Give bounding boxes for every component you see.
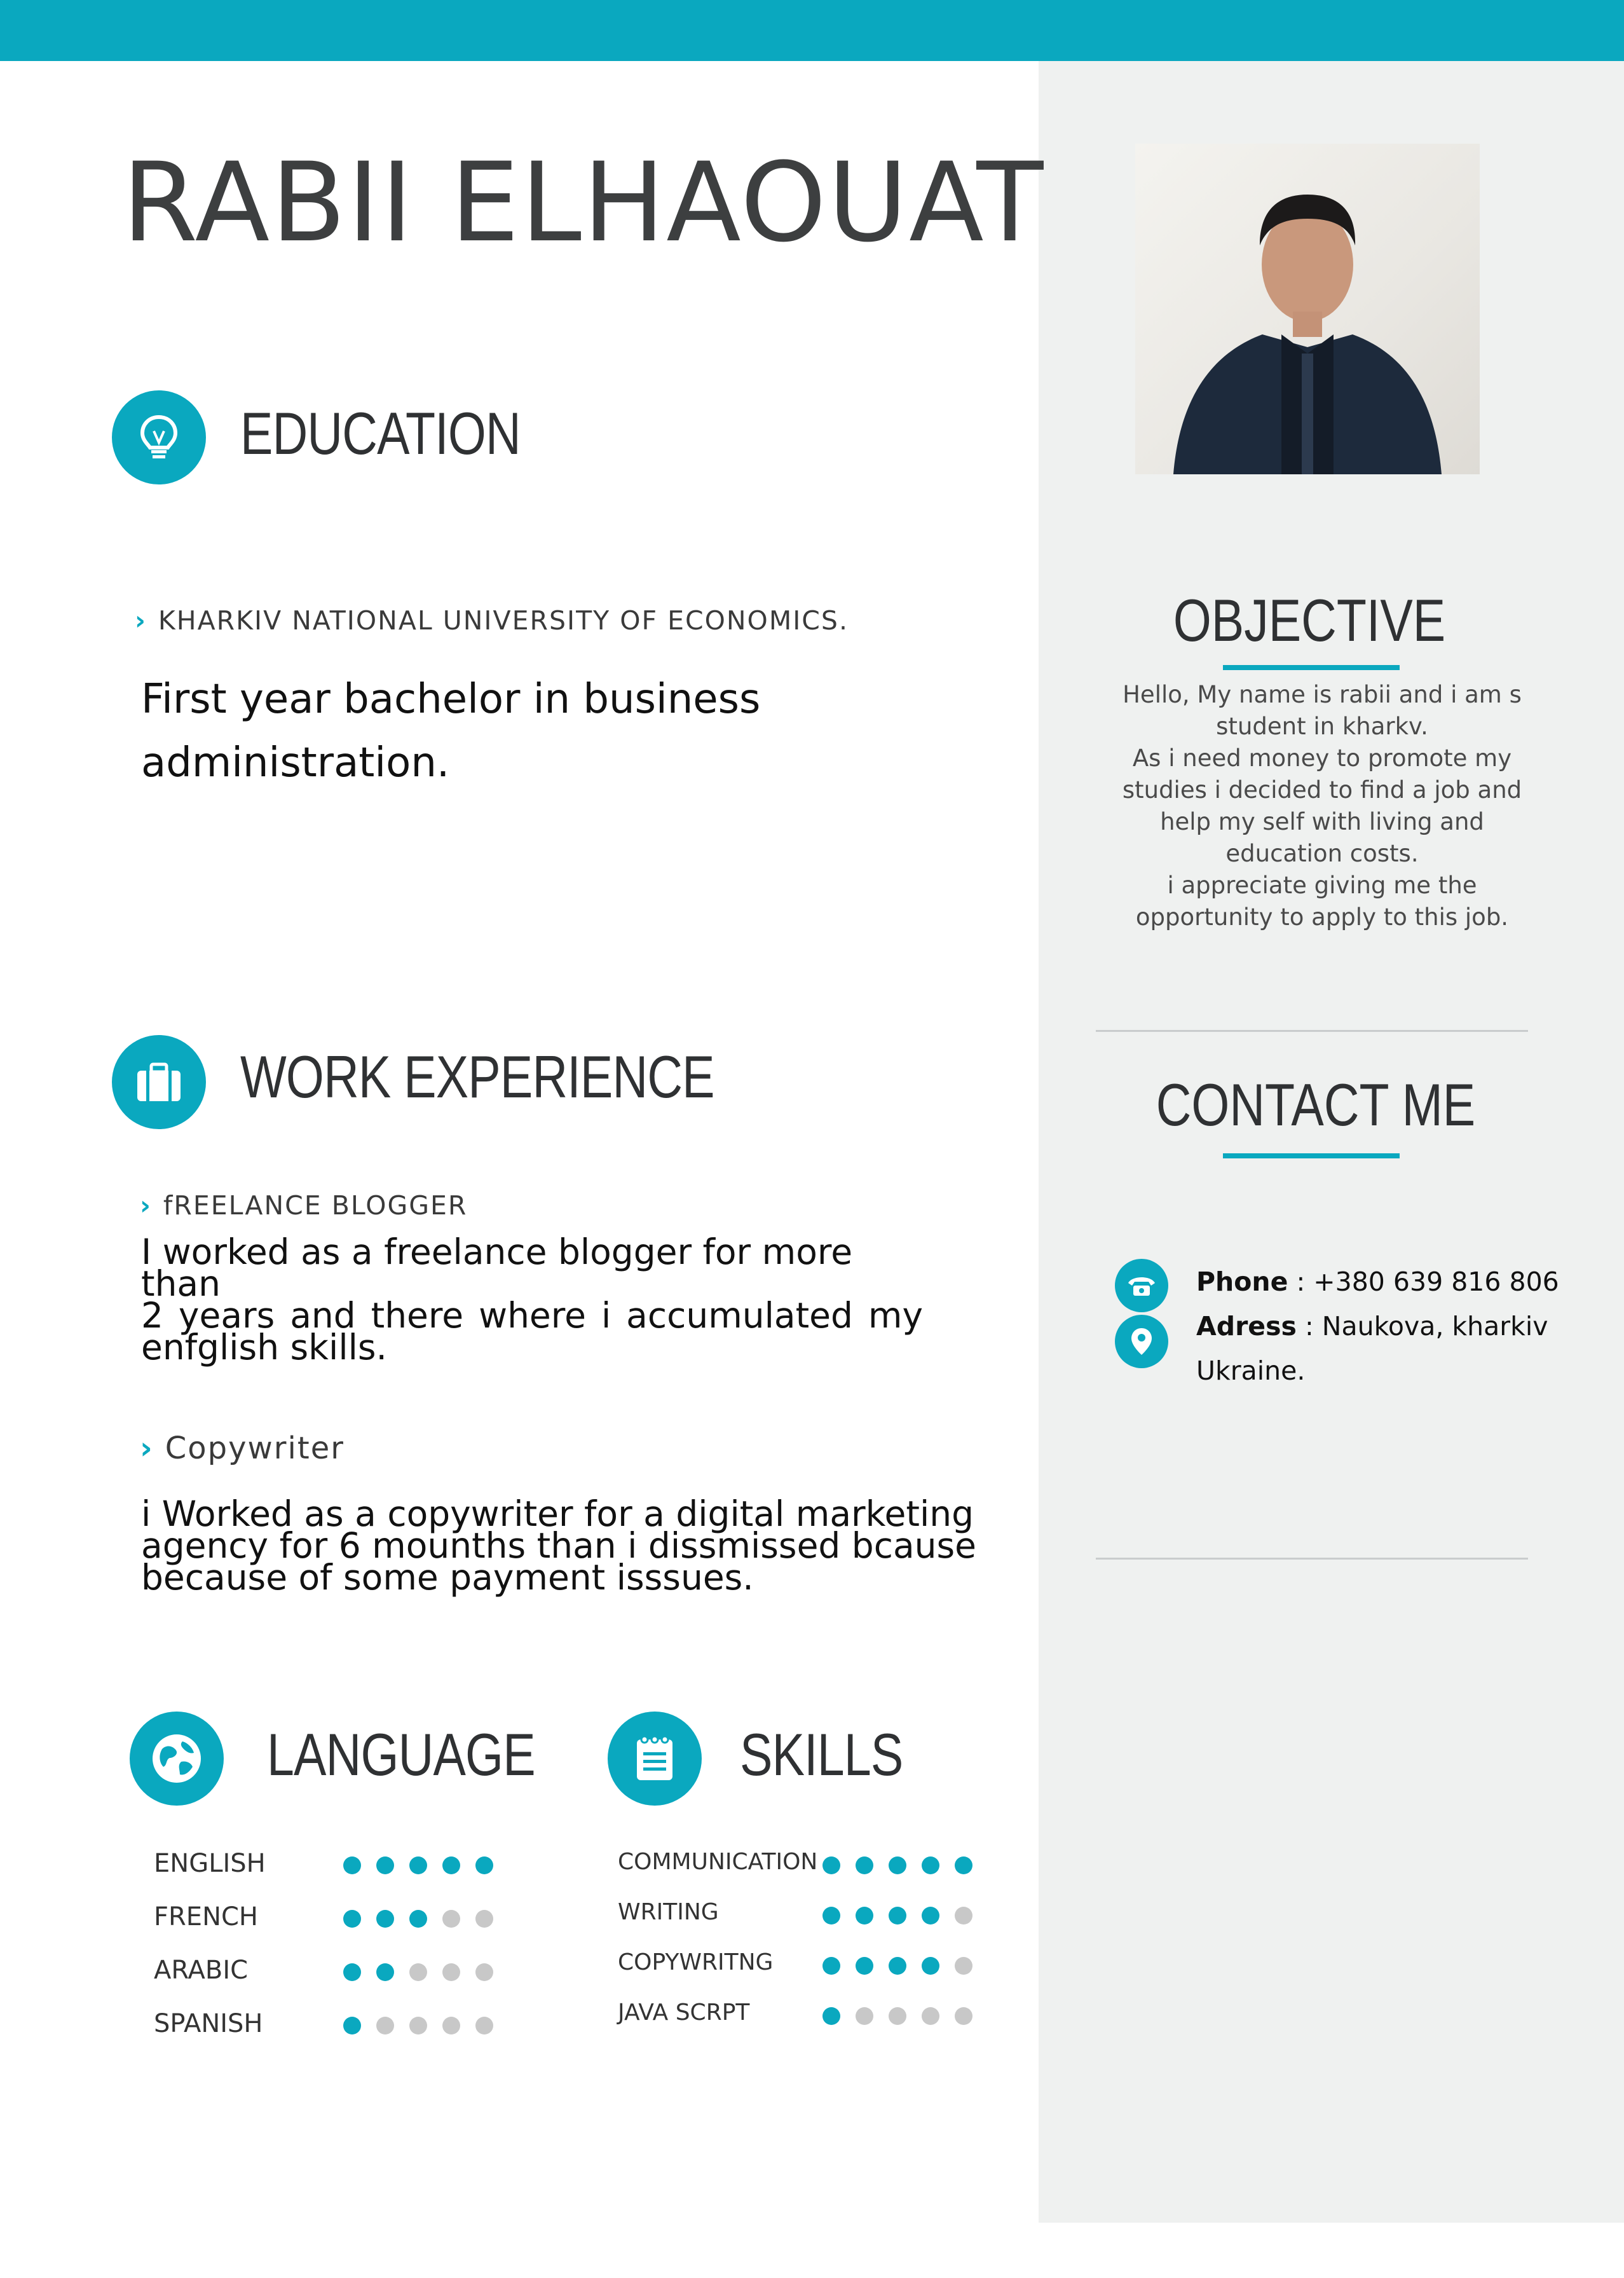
contact-underline	[1223, 1153, 1400, 1158]
rating-dot	[409, 1963, 427, 1981]
rating-dot	[442, 1963, 460, 1981]
rating-dot	[922, 2007, 939, 2025]
rating-dot	[955, 2007, 972, 2025]
language-rating	[343, 1963, 493, 1981]
rating-dot	[889, 1957, 906, 1975]
sidebar-divider-bottom	[1096, 1558, 1528, 1560]
education-institution: › KHARKIV NATIONAL UNIVERSITY OF ECONOMICS.	[135, 605, 849, 636]
rating-dot	[922, 1907, 939, 1925]
rating-dot	[376, 2017, 394, 2034]
language-label: FRENCH	[154, 1902, 259, 1931]
rating-dot	[889, 1907, 906, 1925]
rating-dot	[343, 1963, 361, 1981]
profile-photo	[1135, 144, 1480, 474]
rating-dot	[409, 1856, 427, 1874]
objective-text: Hello, My name is rabii and i am s student in kharkv. As i need money to promote my studies i decided to find a job and help my self with living and education costs. i appreciate giving me the opportunity to apply to this job.	[1122, 681, 1522, 931]
rating-dot	[343, 2017, 361, 2034]
rating-dot	[889, 2007, 906, 2025]
skills-rating	[822, 1907, 972, 1925]
rating-dot	[922, 1957, 939, 1975]
rating-dot	[343, 1910, 361, 1928]
job-description-1: I worked as a freelance blogger for more than 2 years and there where i accumulated my enfglish skills.	[141, 1232, 923, 1368]
job-description-2: i Worked as a copywriter for a digital marketing agency for 6 mounths than i dissmissed bcause because of some payment isssues.	[141, 1493, 977, 1598]
language-title: LANGUAGE	[267, 1721, 535, 1788]
rating-dot	[856, 2007, 873, 2025]
top-accent-bar	[0, 0, 1624, 61]
education-title: EDUCATION	[240, 400, 521, 467]
rating-dot	[822, 2007, 840, 2025]
rating-dot	[475, 1910, 493, 1928]
rating-dot	[822, 1957, 840, 1975]
rating-dot	[822, 1907, 840, 1925]
rating-dot	[442, 1856, 460, 1874]
rating-dot	[955, 1856, 972, 1874]
globe-icon	[130, 1712, 224, 1806]
chevron-right-icon: ›	[135, 605, 147, 636]
language-label: SPANISH	[154, 2009, 263, 2038]
skills-title: SKILLS	[740, 1721, 903, 1788]
rating-dot	[955, 1907, 972, 1925]
rating-dot	[856, 1957, 873, 1975]
phone-icon	[1115, 1259, 1168, 1312]
rating-dot	[955, 1957, 972, 1975]
rating-dot	[475, 1963, 493, 1981]
rating-dot	[376, 1856, 394, 1874]
briefcase-icon	[112, 1035, 206, 1129]
rating-dot	[376, 1963, 394, 1981]
skills-rating	[822, 1856, 972, 1874]
skills-rating	[822, 2007, 972, 2025]
rating-dot	[856, 1856, 873, 1874]
sidebar-divider-top	[1096, 1030, 1528, 1032]
language-rating	[343, 1910, 493, 1928]
language-label: ARABIC	[154, 1956, 249, 1985]
skills-label: JAVA SCRPT	[618, 2000, 750, 2026]
contact-title: CONTACT ME	[1156, 1071, 1476, 1138]
chevron-right-icon: ›	[140, 1190, 152, 1221]
rating-dot	[442, 2017, 460, 2034]
rating-dot	[343, 1856, 361, 1874]
contact-address: Adress : Naukova, kharkiv	[1196, 1311, 1548, 1341]
notepad-icon	[608, 1712, 702, 1806]
chevron-right-icon: ›	[140, 1431, 154, 1466]
rating-dot	[856, 1907, 873, 1925]
skills-rating	[822, 1957, 972, 1975]
candidate-name: RABII ELHAOUAT	[122, 139, 1045, 266]
rating-dot	[922, 1856, 939, 1874]
job-title-1: › fREELANCE BLOGGER	[140, 1190, 468, 1221]
job-title-2: › Copywriter	[140, 1431, 345, 1466]
contact-address-line2: Ukraine.	[1196, 1355, 1306, 1386]
lightbulb-icon	[112, 390, 206, 484]
language-label: ENGLISH	[154, 1849, 266, 1878]
rating-dot	[442, 1910, 460, 1928]
skills-label: COPYWRITNG	[618, 1949, 774, 1975]
rating-dot	[475, 2017, 493, 2034]
rating-dot	[475, 1856, 493, 1874]
skills-label: WRITING	[618, 1899, 719, 1925]
rating-dot	[822, 1856, 840, 1874]
education-description: First year bachelor in business administration.	[141, 676, 761, 786]
language-rating	[343, 1856, 493, 1874]
skills-label: COMMUNICATION	[618, 1849, 818, 1875]
rating-dot	[409, 1910, 427, 1928]
rating-dot	[376, 1910, 394, 1928]
language-rating	[343, 2017, 493, 2034]
objective-underline	[1223, 665, 1400, 670]
location-pin-icon	[1115, 1315, 1168, 1368]
contact-phone[interactable]: Phone : +380 639 816 806	[1196, 1266, 1559, 1297]
objective-title: OBJECTIVE	[1173, 587, 1446, 654]
rating-dot	[409, 2017, 427, 2034]
work-experience-title: WORK EXPERIENCE	[240, 1043, 714, 1110]
rating-dot	[889, 1856, 906, 1874]
